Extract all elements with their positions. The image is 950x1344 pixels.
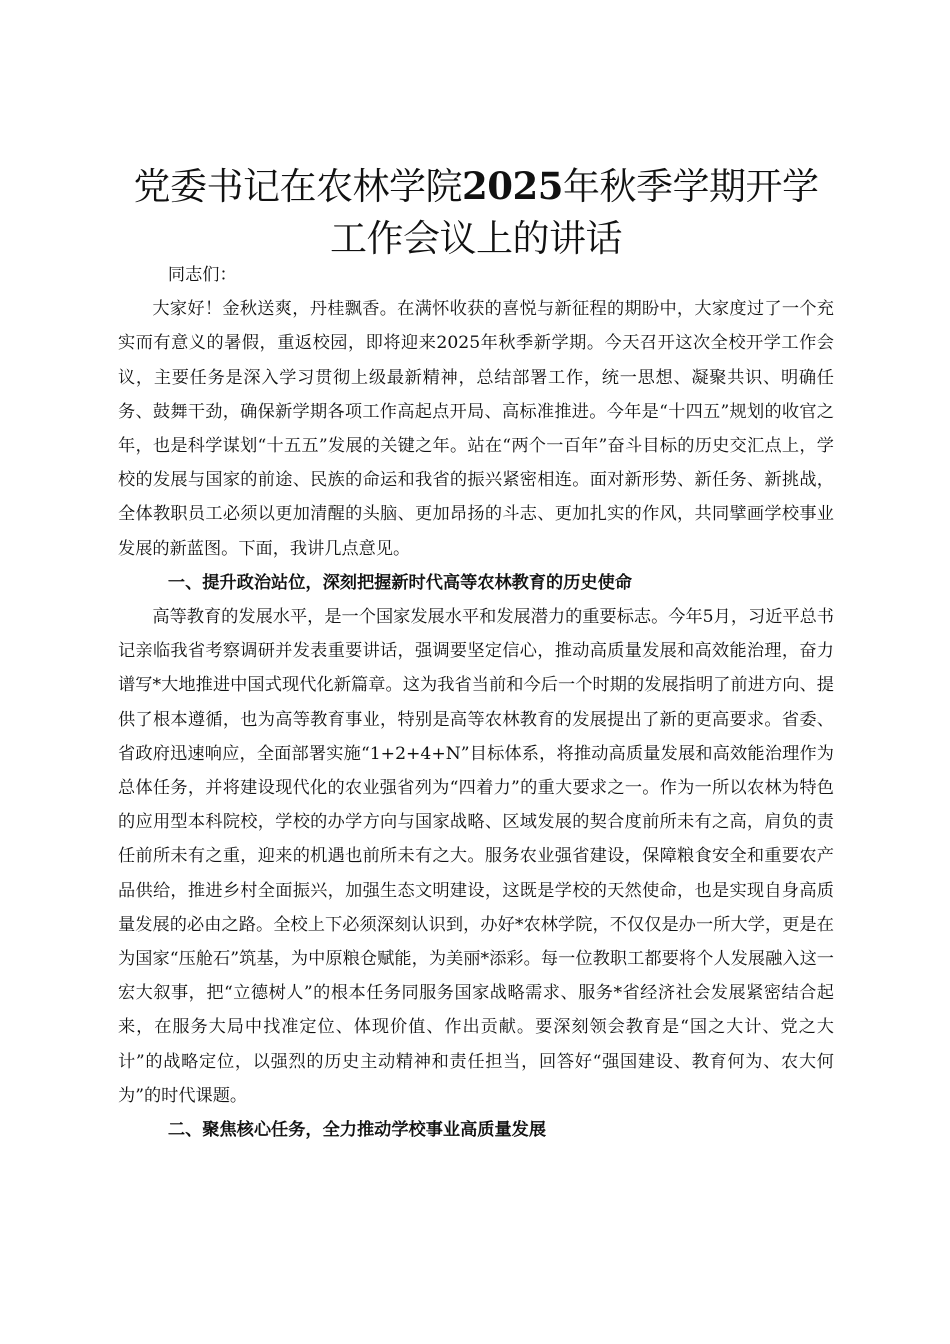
salutation: 同志们： (167, 265, 237, 285)
document-body (118, 258, 834, 1147)
intro-paragraph: 大家好！金秋送爽，丹桂飘香。在满怀收获的喜悦与新征程的期盼中，大家度过了一个充实而有意义的暑假，重返校园，即将迎来2025年秋季新学期。今天召开这次全校开学工作会议，主要任务是深入学习贯彻上级最新精神，总结部署工作，统一思想、凝聚共识、明确任务、鼓舞干劲，确保新学期各项工作高起点开局、高标准推进。今年是“十四五”规划的收官之年，也是科学谋划“十五五”发展的关键之年。站在“两个一百年”奋斗目标的历史交汇点上，学校的发展与国家的前途、民族的命运和我省的振兴紧密相连。面对新形势、新任务、新挑战，全体教职员工必须以更加清醒的头脑、更加昂扬的斗志、更加扎实的作风，共同擘画学校事业发展的新蓝图。下面，我讲几点意见。 (118, 299, 834, 559)
section-1-paragraph: 高等教育的发展水平，是一个国家发展水平和发展潜力的重要标志。今年5月，习近平总书记亲临我省考察调研并发表重要讲话，强调要坚定信心，推动高质量发展和高效能治理，奋力谱写*大地推进中国式现代化新篇章。这为我省当前和今后一个时期的发展指明了前进方向、提供了根本遵循，也为高等教育事业，特别是高等农林教育的发展提出了新的更高要求。省委、省政府迅速响应，全面部署实施“1+2+4+N”目标体系，将推动高质量发展和高效能治理作为总体任务，并将建设现代化的农业强省列为“四着力”的重大要求之一。作为一所以农林为特色的应用型本科院校，学校的办学方向与国家战略、区域发展的契合度前所未有之高，肩负的责任前所未有之重，迎来的机遇也前所未有之大。服务农业强省建设，保障粮食安全和重要农产品供给，推进乡村全面振兴，加强生态文明建设，这既是学校的天然使命，也是实现自身高质量发展的必由之路。全校上下必须深刻认识到，办好*农林学院，不仅仅是办一所大学，更是在为国家“压舱石”筑基，为中原粮仓赋能，为美丽*添彩。每一位教职工都要将个人发展融入这一宏大叙事，把“立德树人”的根本任务同服务国家战略需求、服务*省经济社会发展紧密结合起来，在服务大局中找准定位、体现价值、作出贡献。要深刻领会教育是“国之大计、党之大计”的战略定位，以强烈的历史主动精神和责任担当，回答好“强国建设、教育何为、农大何为”的时代课题。 (118, 607, 834, 1106)
section-1-heading: 一、提升政治站位，深刻把握新时代高等农林教育的历史使命 (167, 572, 632, 593)
section-2-heading: 二、聚焦核心任务，全力推动学校事业高质量发展 (167, 1120, 547, 1141)
document-title (118, 160, 834, 265)
title-part-1: 党委书记在农林学院 (133, 165, 462, 208)
title-part-2: 年秋季学期开学工作会议上的讲话 (330, 165, 819, 260)
title-year: 2025 (462, 164, 563, 208)
